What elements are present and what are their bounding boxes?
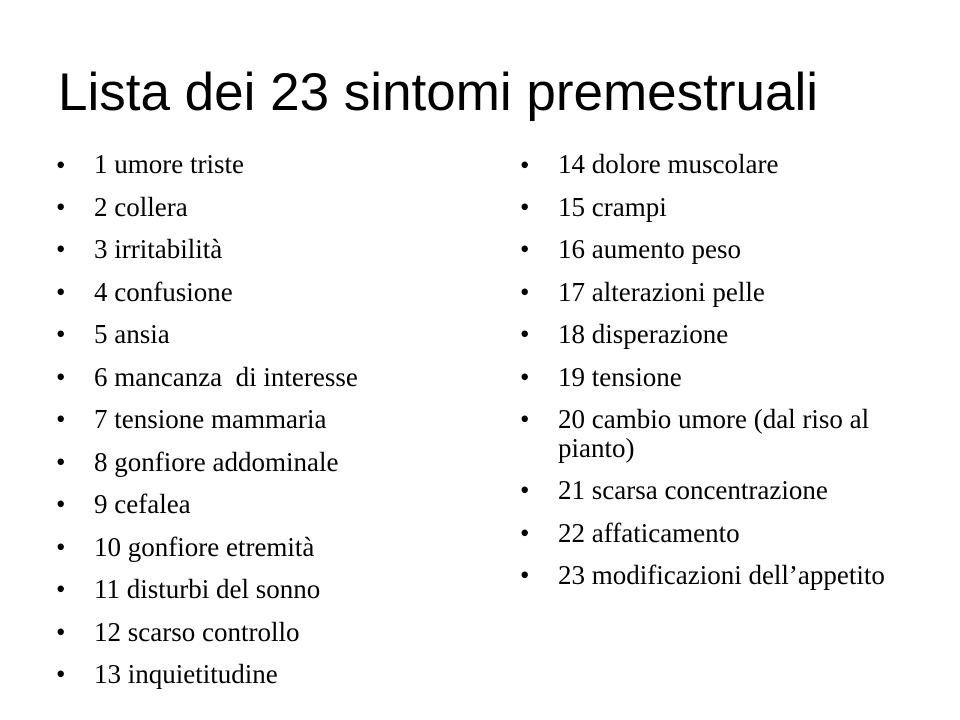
symptom-list-right [520, 144, 930, 597]
list-item-text: 22 affaticamento [558, 517, 740, 548]
list-item [56, 228, 476, 271]
list-item [520, 271, 930, 314]
list-item-text: 18 disperazione [558, 319, 729, 349]
list-item [56, 653, 476, 696]
bullet-icon: • [520, 475, 530, 505]
bullet-icon: • [56, 531, 66, 562]
list-item-text: 7 tensione mammaria [94, 404, 327, 434]
list-item [520, 144, 930, 186]
list-item [56, 611, 476, 654]
bullet-icon: • [56, 659, 66, 689]
bullet-icon: • [520, 560, 530, 590]
bullet-icon: • [56, 404, 66, 434]
list-item [520, 228, 930, 271]
list-item [520, 554, 930, 597]
list-item [56, 568, 476, 611]
bullet-icon: • [520, 404, 530, 434]
list-item-text: 16 aumento peso [558, 234, 741, 264]
list-item [520, 186, 930, 229]
bullet-icon: • [520, 517, 530, 548]
list-item [520, 512, 930, 555]
list-item-text: 8 gonfiore addominale [94, 446, 339, 477]
list-item-text: 15 crampi [558, 191, 667, 222]
list-item-text: 11 disturbi del sonno [94, 574, 321, 604]
list-item-text: 23 modificazioni dell’appetito [558, 560, 885, 590]
list-item-text: 1 umore triste [94, 149, 244, 179]
list-item-text: 17 alterazioni pelle [558, 276, 765, 307]
bullet-icon: • [56, 489, 66, 519]
bullet-icon: • [56, 150, 66, 180]
list-item-text: 21 scarsa concentrazione [558, 475, 828, 505]
bullet-icon: • [520, 234, 530, 264]
bullet-icon: • [520, 361, 530, 392]
list-item [56, 186, 476, 229]
list-item-text: 19 tensione [558, 361, 682, 392]
list-item-text: 2 collera [94, 191, 188, 222]
list-item [56, 313, 476, 356]
bullet-icon: • [56, 319, 66, 349]
list-item-text: 10 gonfiore etremità [94, 531, 315, 562]
list-item-text: 9 cefalea [94, 489, 191, 519]
bullet-icon: • [56, 361, 66, 392]
list-item [56, 398, 476, 441]
list-item-text: 13 inquietitudine [94, 659, 278, 689]
bullet-icon: • [520, 150, 530, 180]
bullet-icon: • [56, 191, 66, 222]
bullet-icon: • [56, 234, 66, 264]
list-item-text: 14 dolore muscolare [558, 149, 779, 179]
bullet-icon: • [56, 276, 66, 307]
list-item-text: 6 mancanza di interesse [94, 361, 358, 392]
list-item [56, 144, 476, 186]
bullet-icon: • [520, 276, 530, 307]
list-item-text: 12 scarso controllo [94, 616, 300, 647]
symptom-list-left [56, 144, 476, 696]
list-item [56, 483, 476, 526]
list-item [56, 526, 476, 569]
list-item [56, 441, 476, 484]
list-item-text: 5 ansia [94, 319, 170, 349]
bullet-icon: • [520, 319, 530, 349]
list-item-text: 3 irritabilità [94, 234, 223, 264]
bullet-icon: • [56, 574, 66, 604]
list-item [520, 356, 930, 399]
slide-title: Lista dei 23 sintomi premestruali [58, 63, 819, 122]
bullet-icon: • [520, 191, 530, 222]
list-item [520, 469, 930, 512]
list-item [520, 313, 930, 356]
bullet-icon: • [56, 446, 66, 477]
list-item [56, 356, 476, 399]
list-item [56, 271, 476, 314]
list-item [520, 398, 930, 469]
bullet-icon: • [56, 616, 66, 647]
list-item-text: 20 cambio umore (dal riso al pianto) [558, 404, 870, 463]
list-item-text: 4 confusione [94, 276, 233, 307]
